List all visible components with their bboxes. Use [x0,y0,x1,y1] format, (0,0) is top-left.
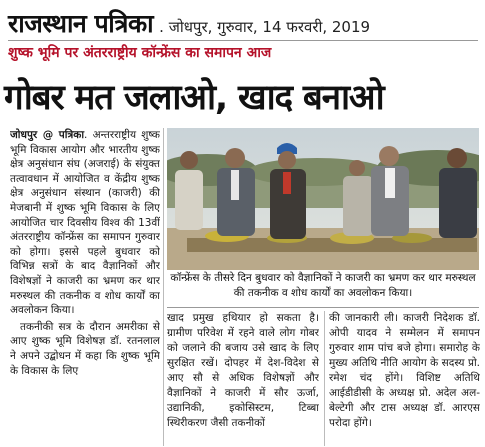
news-photo [167,128,479,270]
article-paragraph-3: खाद प्रमुख हथियार हो सकता है। ग्रामीण परिवेश में रहने वाले लोग गोबर को जलाने की बजाय उसे खाद के लिए सुरक्षित रखें। दोपहर में देश-विदेश से आए सौ से अधिक विशेषज्ञों और वैज्ञानिकों ने काजरी में सौर ऊर्जा, उद्यानिकी, इकोसिस्टम, टिब्बा स्थिरीकरण जैसी तकनीकों [167,312,319,429]
masthead-rule [8,40,478,41]
kicker-headline: शुष्क भूमि पर अंतरराष्ट्रीय कॉन्फ्रेंस का समापन आज [8,45,272,61]
column-divider [324,311,325,446]
photo-scene-illustration [167,128,479,270]
masthead [8,6,478,40]
main-headline: गोबर मत जलाओ, खाद बनाओ [4,78,384,118]
article-paragraph-2: तकनीकी सत्र के दौरान अमरीका से आए शुष्क भूमि विशेषज्ञ डॉ. रतनलाल ने अपने उद्बोधन में कहा कि शुष्क भूमि के विकास के लिए [10,320,160,377]
caption-rule [167,307,479,308]
column-divider [163,128,164,446]
article-column-left [10,128,160,446]
article-paragraph-1 [10,128,160,318]
byline: जोधपुर @ पत्रिका [10,129,85,141]
newspaper-name: राजस्थान पत्रिका [8,9,154,38]
article-column-right [329,311,480,446]
article-column-middle [167,311,319,446]
paragraph-1-text: . अन्तरराष्ट्रीय शुष्क भूमि विकास आयोग और भारतीय शुष्क क्षेत्र अनुसंधान संघ (अजराई) के संयुक्त तत्वावधान में आयोजित व केंद्रीय शुष्क क्षेत्र अनुसंधान संस्थान (काजरी) की मेजबानी में शुष्क भूमि विकास के लिए आयोजित चार दिवसीय विश्व की 13वीं अंतरराष्ट्रीय कॉन्फ्रेंस का समापन गुरुवार को होगा। इससे पहले बुधवार को विभिन्न सत्रों के बाद वैज्ञानिकों और विशेषज्ञों ने काजरी का भ्रमण कर थार मरुस्थल की तकनीक व शोध कार्यों का अवलोकन किया। [10,129,160,317]
article-paragraph-4: की जानकारी ली। काजरी निदेशक डॉ. ओपी यादव ने सम्मेलन में समापन गुरुवार शाम पांच बजे होगा। समारोह के मुख्य अतिथि नीति आयोग के सदस्य प्रो. रमेश चंद होंगे। विशिष्ट अतिथि आईडीडीसी के अध्यक्ष प्रो. अदेल अल-बेल्टेगी और टास अध्यक्ष डॉ. आरएस परोदा होंगे। [329,312,480,429]
photo-caption: कॉन्फ्रेंस के तीसरे दिन बुधवार को वैज्ञानिकों ने काजरी का भ्रमण कर थार मरुस्थल की तकनीक व शोध कार्यों का अवलोकन किया। [170,272,476,299]
dateline: . जोधपुर, गुरुवार, 14 फरवरी, 2019 [159,18,371,36]
